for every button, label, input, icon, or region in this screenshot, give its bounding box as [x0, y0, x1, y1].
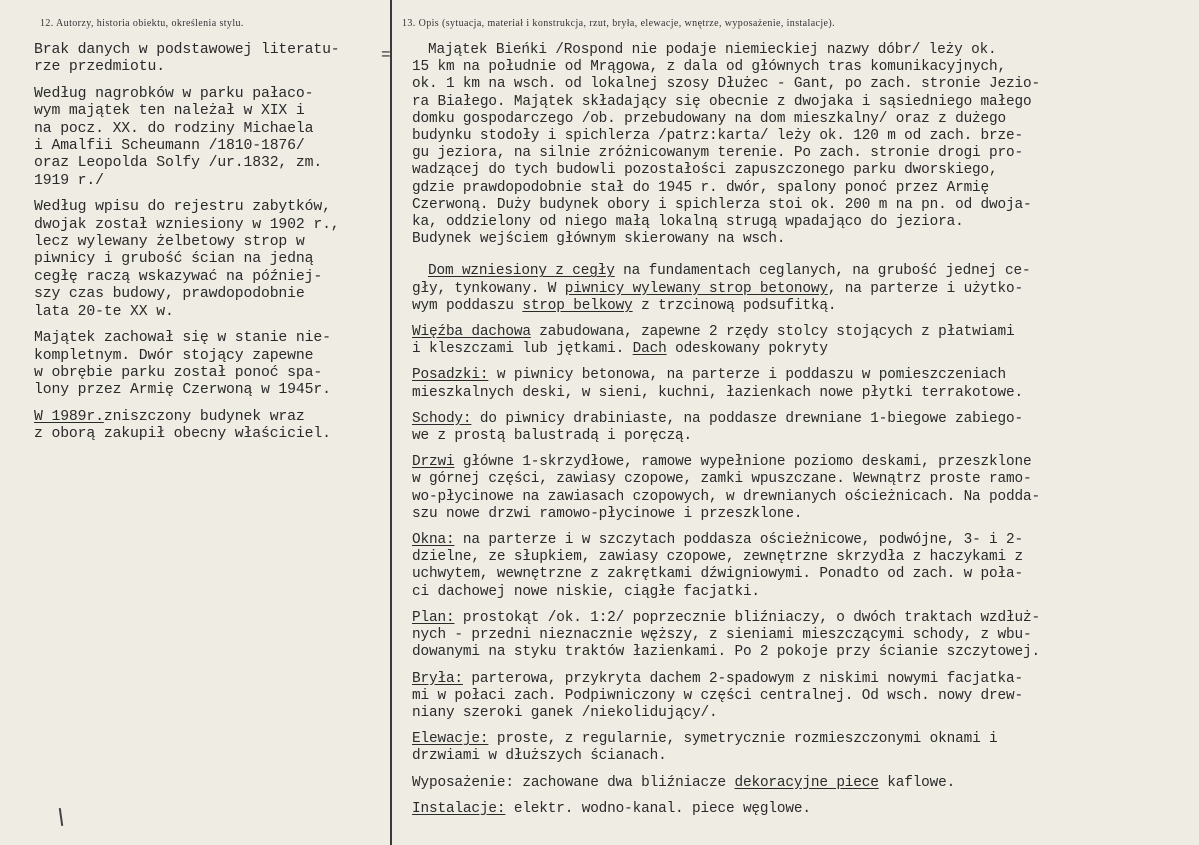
section-posadzki: Posadzki: w piwnicy betonowa, na parterze i poddaszu w pomieszczeniach mieszkalnych deski, w sieni, kuchni, łazienkach nowe płytki terrakotowe. [412, 367, 1023, 401]
pencil-mark [59, 808, 63, 826]
section-drzwi: Drzwi główne 1-skrzydłowe, ramowe wypełnione poziomo deskami, przeszklone w górnej części, zawiasy czopowe, zamki wpuszczane. Wewnątrz proste ramo- wo-płycinowe na zawiasach czopowych, w drewnianych ościeżnicach. Na podda- szu nowe drzwi ramowo-płycinowe i przeszklone. [412, 454, 1040, 522]
left-paragraph-1: Brak danych w podstawowej literatu- rze przedmiotu. [34, 42, 340, 76]
column-divider [390, 0, 392, 845]
section-schody-lead: Schody: [412, 410, 472, 427]
section-dom-lead: Dom wzniesiony z cegły [428, 263, 615, 280]
section-okna-lead: Okna: [412, 532, 455, 549]
section-elewacje-lead: Elewacje: [412, 731, 489, 748]
section-drzwi-lead: Drzwi [412, 454, 455, 471]
section-posadzki-lead: Posadzki: [412, 367, 489, 384]
margin-mark: = [381, 46, 391, 64]
left-paragraph-2: Według nagrobków w parku pałaco- wym majątek ten należał w XIX i na pocz. XX. do rodziny Michaela i Amalfii Scheumann /1810-1876/ oraz Leopolda Solfy /ur.1832, zm. 1919 r./ [34, 85, 323, 189]
section-wyposazenie: Wyposażenie: zachowane dwa bliźniacze dekoracyjne piece kaflowe. [412, 774, 956, 791]
section-okna: Okna: na parterze i w szczytach poddasza ościeżnicowe, podwójne, 3- i 2- dzielne, ze słupkiem, zawiasy czopowe, zewnętrzne skrzydła z haczykami z uchwytem, wewnętrzne z zakrętkami dźwigniowymi. Ponadto od zach. w poła- ci dachowej nowe niskie, ciągłe facjatki. [412, 532, 1023, 600]
right-paragraph-intro: Majątek Bieńki /Rospond nie podaje niemieckiej nazwy dóbr/ leży ok. 15 km na południe od Mrągowa, z dala od głównych tras komunikacyjnych, ok. 1 km na wsch. od lokalnej szosy Dłużec - Gant, po zach. stronie Jezio- ra Białego. Majątek składający się obecnie z dwojaka i sąsiedniego małego domku gospodarczego /ob. przebudowany na dom mieszkalny/ oraz z dużego budynku stodoły i spichlerza /patrz:karta/ leży ok. 120 m od zach. brze- gu jeziora, na silnie zróżnicowanym terenie. Po zach. stronie drogi pro- wadzącej do tych budowli pozostałości zapuszczonego parku dworskiego, gdzie prawdopodobnie stał do 1945 r. dwór, spalony ponoć przez Armię Czerwoną. Duży budynek obory i spichlerza stoi ok. 200 m na pn. od dwoja- ka, oddzielony od niego małą lokalną strugą wpadająco do jeziora. Budynek wejściem głównym skierowany na wsch. [412, 42, 1040, 248]
section-bryla-lead: Bryła: [412, 670, 463, 687]
left-column-header: 12. Autorzy, historia obiektu, określenia stylu. [40, 18, 244, 29]
section-wyposazenie-lead: Wyposażenie: [412, 774, 514, 791]
section-instalacje: Instalacje: elektr. wodno-kanal. piece węglowe. [412, 800, 811, 817]
section-bryla: Bryła: parterowa, przykryta dachem 2-spadowym z niskimi nowymi facjatka- mi w połaci zach. Podpiwniczony w części centralnej. Od wsch. nowy drew- niany szeroki ganek /niekolidujący/. [412, 670, 1023, 721]
section-dom: Dom wzniesiony z cegły na fundamentach ceglanych, na grubość jednej ce- gły, tynkowany. W piwnicy wylewany strop betonowy, na parterze i użytko- wym poddaszu strop belkowy z trzcinową podsufitką. [412, 263, 1031, 314]
section-plan-lead: Plan: [412, 609, 455, 626]
section-plan: Plan: prostokąt /ok. 1:2/ poprzecznie bliźniaczy, o dwóch traktach wzdłuż- nych - przedni nieznacznie węższy, z sieniami mieszczącymi schody, z wbu- dowanymi na styku traktów łazienkami. Po 2 pokoje przy ścianie szczytowej. [412, 609, 1040, 661]
left-paragraph-5-text: zniszczony budynek wraz z oborą zakupił obecny właściciel. [34, 408, 331, 443]
right-column [412, 42, 1182, 827]
section-elewacje: Elewacje: proste, z regularnie, symetrycznie rozmieszczonymi oknami i drzwiami w dłuższych ścianach. [412, 731, 998, 765]
left-paragraph-3: Według wpisu do rejestru zabytków, dwojak został wzniesiony w 1902 r., lecz wylewany żelbetowy strop w piwnicy i grubość ścian na jedną cegłę raczą wskazywać na później- szy czas budowy, prawdopodobnie lata 20-te XX w. [34, 199, 340, 320]
section-wiezba-lead: Więźba dachowa [412, 324, 531, 341]
left-column [34, 42, 386, 453]
left-paragraph-5-lead: W 1989r. [34, 408, 104, 425]
left-paragraph-5 [34, 409, 386, 444]
section-instalacje-lead: Instalacje: [412, 800, 506, 817]
left-paragraph-4: Majątek zachował się w stanie nie- kompletnym. Dwór stojący zapewne w obrębie parku został ponoć spa- lony przez Armię Czerwoną w 1945r. [34, 330, 331, 399]
right-column-header: 13. Opis (sytuacja, materiał i konstrukcja, rzut, bryła, elewacje, wnętrze, wyposażenie, instalacje). [402, 18, 836, 29]
section-schody: Schody: do piwnicy drabiniaste, na poddasze drewniane 1-biegowe zabiego- we z prostą balustradą i poręczą. [412, 410, 1023, 445]
section-wiezba: Więźba dachowa zabudowana, zapewne 2 rzędy stolcy stojących z płatwiami i kleszczami lub jętkami. Dach odeskowany pokryty [412, 324, 1015, 358]
